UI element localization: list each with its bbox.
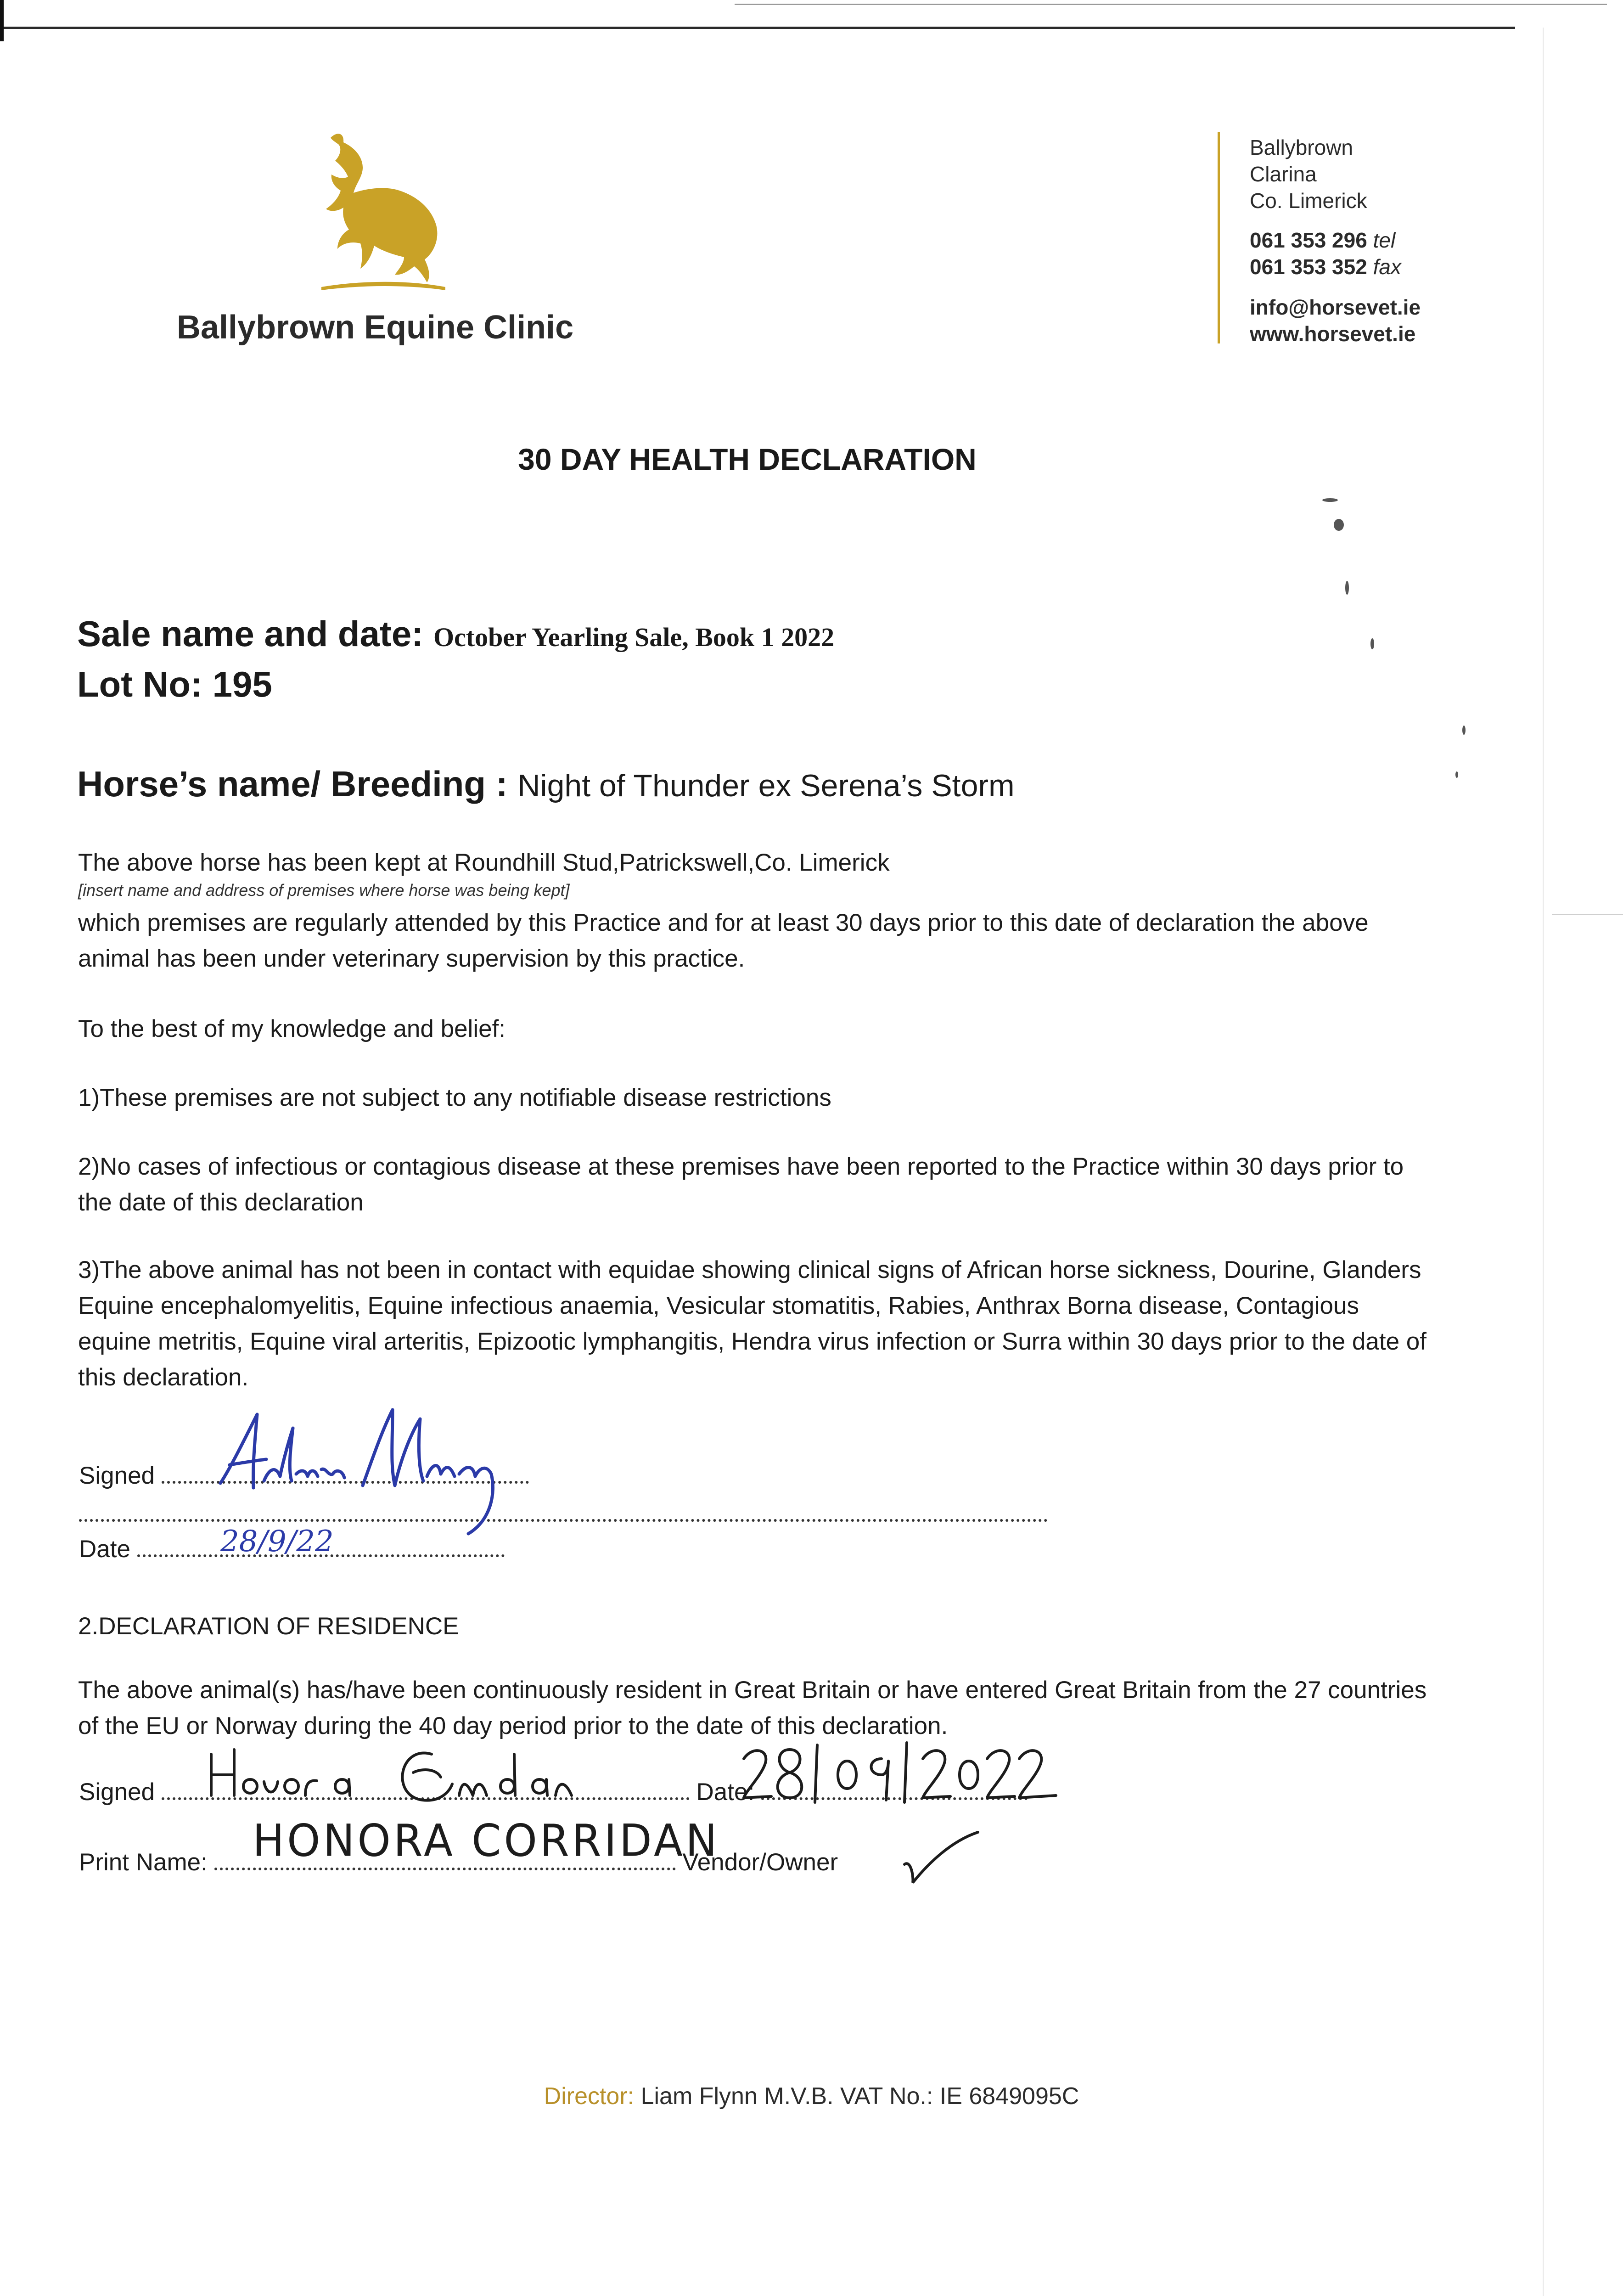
tick-mark-icon [900, 1828, 983, 1892]
scan-speck [1455, 771, 1458, 778]
fax-label: fax [1373, 255, 1401, 279]
scan-speck [1334, 519, 1344, 531]
email-text: info@horsevet.ie [1250, 295, 1421, 319]
print-name-label: Print Name: [79, 1849, 208, 1876]
belief-statement: To the best of my knowledge and belief: [78, 1015, 506, 1042]
lot-value: 195 [212, 664, 272, 704]
sale-line [77, 613, 834, 655]
residence-statement: The above animal(s) has/have been continuously resident in Great Britain or have entered Great Britain from the 27 countries of the EU or Norway during the 40 day period prior to the date of this declaration. [78, 1677, 1427, 1739]
horse-label: Horse’s name/ Breeding : [77, 764, 508, 804]
vet-handwritten-date: 28/9/22 [220, 1525, 334, 1559]
address-line: Clarina [1250, 162, 1317, 186]
vendor-owner-label: Vendor/Owner [682, 1849, 838, 1876]
owner-handwritten-date [753, 1814, 758, 1815]
residence-heading: 2.DECLARATION OF RESIDENCE [78, 1613, 459, 1640]
website-text: www.horsevet.ie [1250, 322, 1416, 346]
scan-edge-shadow [1543, 28, 1544, 2296]
lot-line [77, 664, 272, 705]
telephone-number: 061 353 296 [1250, 228, 1367, 252]
director-label: Director: [544, 2083, 635, 2110]
website-link[interactable] [1250, 321, 1415, 347]
footer [0, 2082, 1623, 2110]
lot-label: Lot No: [77, 664, 202, 704]
owner-handwritten-date-strokes [739, 1740, 1070, 1805]
owner-signature [202, 1736, 698, 1805]
address-line: Co. Limerick [1250, 189, 1367, 213]
scan-speck [1345, 581, 1349, 595]
scan-speck [1462, 726, 1466, 735]
vet-signed-label: Signed [79, 1462, 155, 1489]
kept-at-statement: The above horse has been kept at Roundhill Stud,Patrickswell,Co. Limerick [78, 849, 890, 876]
owner-signed-label: Signed [79, 1778, 155, 1806]
horse-logo-icon [294, 129, 459, 298]
email-address[interactable] [1250, 294, 1421, 321]
scan-edge-line [0, 27, 1515, 29]
vet-signature [211, 1401, 542, 1543]
clinic-logo [294, 129, 459, 298]
address-divider [1218, 132, 1220, 343]
kept-at-note: [insert name and address of premises where horse was being kept] [78, 881, 570, 900]
vet-date-label: Date [79, 1536, 130, 1563]
scan-speck [1370, 638, 1374, 649]
document-title: 30 DAY HEALTH DECLARATION [518, 442, 977, 476]
declaration-item-2: 2)No cases of infectious or contagious disease at these premises have been reported to the Practice within 30 days prior to the date of this declaration [78, 1153, 1404, 1216]
declaration-item-3: 3)The above animal has not been in contact with equidae showing clinical signs of African horse sickness, Dourine, Glanders Equine encephalomyelitis, Equine infectious anaemia, Vesicular stomatitis, Rabies, Anthrax Borna disease, Contagious equine metritis, Equine viral arteritis, Epizootic lymphangitis, Hendra virus infection or Surra within 30 days prior to the date of this declaration. [78, 1256, 1426, 1391]
horse-value: Night of Thunder ex Serena’s Storm [517, 768, 1015, 803]
declaration-item-1: 1)These premises are not subject to any notifiable disease restrictions [78, 1084, 831, 1111]
scan-speck [1322, 498, 1338, 502]
telephone-line [1250, 227, 1395, 253]
footer-text: Liam Flynn M.V.B. VAT No.: IE 6849095C [640, 2083, 1079, 2110]
fax-number: 061 353 352 [1250, 255, 1367, 279]
address-line: Ballybrown [1250, 135, 1353, 159]
supervision-statement: which premises are regularly attended by this Practice and for at least 30 days prior to this date of declaration the above animal has been under veterinary supervision by this practice. [78, 909, 1369, 972]
scan-edge-line [735, 4, 1607, 5]
owner-date-label: Date: [696, 1778, 755, 1806]
telephone-label: tel [1373, 228, 1396, 252]
scan-edge-mark [0, 0, 4, 41]
clinic-name: Ballybrown Equine Clinic [177, 309, 574, 346]
sale-label: Sale name and date: [77, 613, 424, 654]
owner-printed-name: HONORA CORRIDAN [253, 1815, 720, 1867]
horse-line [77, 763, 1015, 805]
sale-value: October Yearling Sale, Book 1 2022 [433, 622, 835, 652]
scan-edge-line [1552, 914, 1623, 915]
fax-line [1250, 253, 1401, 280]
